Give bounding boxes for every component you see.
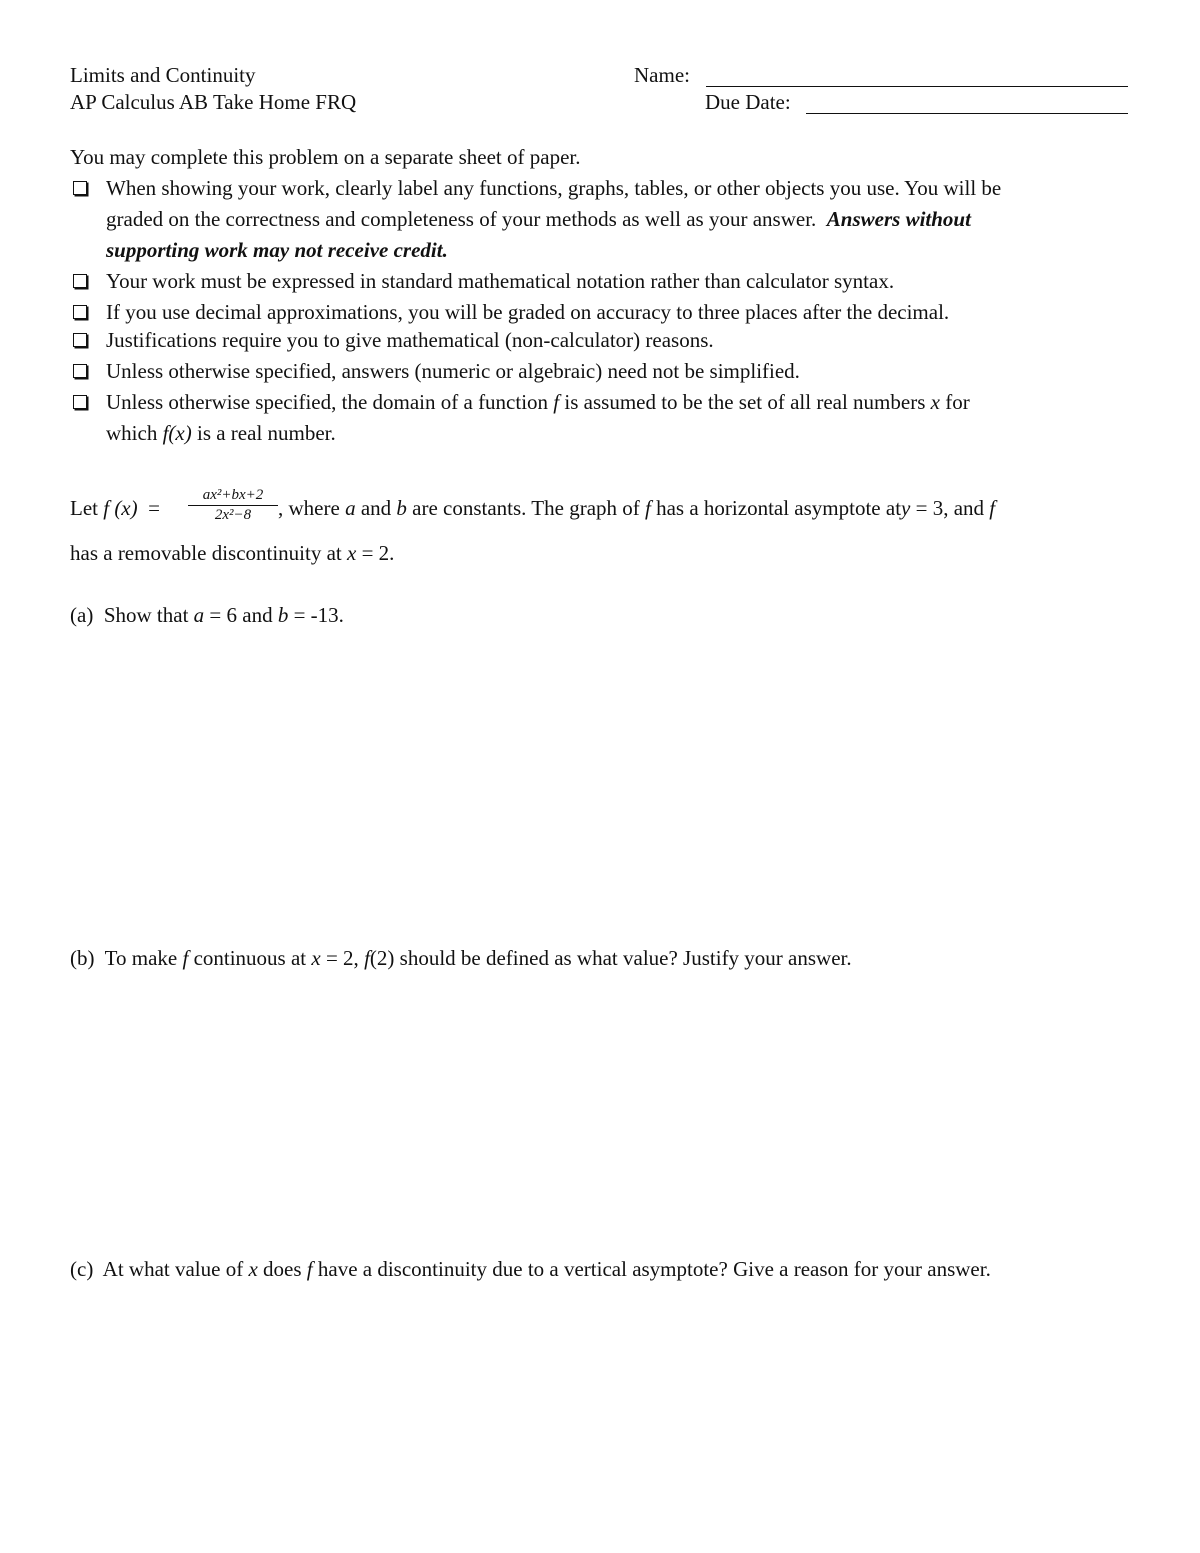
problem-let-word: Let (70, 496, 98, 520)
checkbox-icon (73, 364, 87, 378)
fraction-numerator: ax²+bx+2 (202, 487, 264, 503)
part-c-text2: does (263, 1257, 302, 1281)
problem-line1-rest (278, 496, 995, 521)
instruction-1-text: graded on the correctness and completeness of your methods as well as your answer. (106, 207, 817, 231)
problem-removable-text: has a removable discontinuity at (70, 541, 342, 565)
part-c-answer-space[interactable] (70, 1295, 1130, 1525)
part-a-text1: Show that (103, 603, 189, 627)
due-date-label: Due Date: (705, 90, 791, 114)
problem-eq2: = 2. (361, 541, 395, 565)
part-a-prompt (70, 603, 344, 628)
worksheet-title: Limits and Continuity (70, 63, 256, 87)
checkbox-icon (73, 181, 87, 195)
instruction-6-line2 (106, 421, 336, 446)
part-c-f: f (306, 1257, 313, 1281)
instruction-6-text-d: is a real number. (196, 421, 336, 445)
instruction-6-text-a: Unless otherwise specified, the domain of a function (106, 390, 549, 414)
instruction-6-text-b: is assumed to be the set of all real numbers (564, 390, 926, 414)
part-a-var-a: a (193, 603, 205, 627)
part-c-x: x (248, 1257, 258, 1281)
checkbox-icon (73, 274, 87, 288)
problem-asymptote-text: has a horizontal asymptote at (656, 496, 902, 520)
fraction-denominator: 2x²−8 (214, 507, 252, 523)
instruction-2: Your work must be expressed in standard mathematical notation rather than calculator syntax. (106, 269, 895, 293)
instruction-6-f: f (553, 390, 560, 414)
part-c-prompt (70, 1257, 991, 1282)
part-b-answer-space[interactable] (70, 985, 1130, 1245)
part-b-text4: (2) should be defined as what value? Justify your answer. (369, 946, 852, 970)
name-field-line[interactable] (706, 86, 1128, 87)
problem-line2 (70, 541, 394, 566)
part-a-text2: = 6 and (209, 603, 273, 627)
part-b-text1: To make (104, 946, 178, 970)
instruction-6-text-c: for (945, 390, 970, 414)
problem-equals: = (148, 496, 160, 520)
instruction-1-line2 (106, 207, 971, 232)
part-b-f2: f (364, 946, 370, 970)
problem-eq3: = 3, and (915, 496, 985, 520)
part-a-var-b: b (277, 603, 289, 627)
problem-a: a (345, 496, 356, 520)
checkbox-icon (73, 333, 87, 347)
part-a-label: (a) (70, 603, 94, 627)
part-b-x: x (311, 946, 321, 970)
problem-f1: f (645, 496, 651, 520)
part-a-text3: = -13. (293, 603, 344, 627)
worksheet-subtitle: AP Calculus AB Take Home FRQ (70, 90, 357, 114)
part-b-prompt (70, 946, 852, 971)
part-b-f: f (182, 946, 189, 970)
instruction-6-fx: f(x) (162, 421, 192, 445)
function-fraction (188, 487, 278, 524)
instruction-4: Justifications require you to give mathematical (non-calculator) reasons. (106, 328, 714, 352)
part-c-text1: At what value of (102, 1257, 244, 1281)
part-c-text3: have a discontinuity due to a vertical asymptote? Give a reason for your answer. (317, 1257, 991, 1281)
instructions-intro: You may complete this problem on a separate sheet of paper. (70, 145, 581, 169)
instruction-6-x: x (930, 390, 940, 414)
instruction-1-bold-b: supporting work may not receive credit. (106, 238, 448, 262)
problem-let (70, 496, 160, 521)
checkbox-icon (73, 395, 87, 409)
part-c-label: (c) (70, 1257, 94, 1281)
part-a-answer-space[interactable] (70, 640, 1130, 930)
due-date-field-line[interactable] (806, 113, 1128, 114)
problem-f2: f (989, 496, 996, 520)
problem-y: y (901, 496, 911, 520)
part-b-label: (b) (70, 946, 95, 970)
problem-b: b (396, 496, 407, 520)
part-b-text3: = 2, (325, 946, 359, 970)
instruction-6-line1 (106, 390, 970, 415)
problem-constants: are constants. The graph of (412, 496, 640, 520)
instruction-5: Unless otherwise specified, answers (numeric or algebraic) need not be simplified. (106, 359, 800, 383)
fraction-bar (188, 505, 278, 506)
instruction-6-which: which (106, 421, 158, 445)
problem-and: and (360, 496, 392, 520)
checkbox-icon (73, 305, 87, 319)
problem-x2: x (347, 541, 357, 565)
problem-fx: f (x) (103, 496, 138, 520)
instruction-1-line1: When showing your work, clearly label any functions, graphs, tables, or other objects you use. You will be (106, 176, 1002, 200)
name-label: Name: (634, 63, 690, 87)
problem-where: , where (278, 496, 340, 520)
instruction-3: If you use decimal approximations, you will be graded on accuracy to three places after the decimal. (106, 300, 950, 324)
part-b-text2: continuous at (193, 946, 307, 970)
instruction-1-bold-a: Answers without (826, 207, 971, 231)
